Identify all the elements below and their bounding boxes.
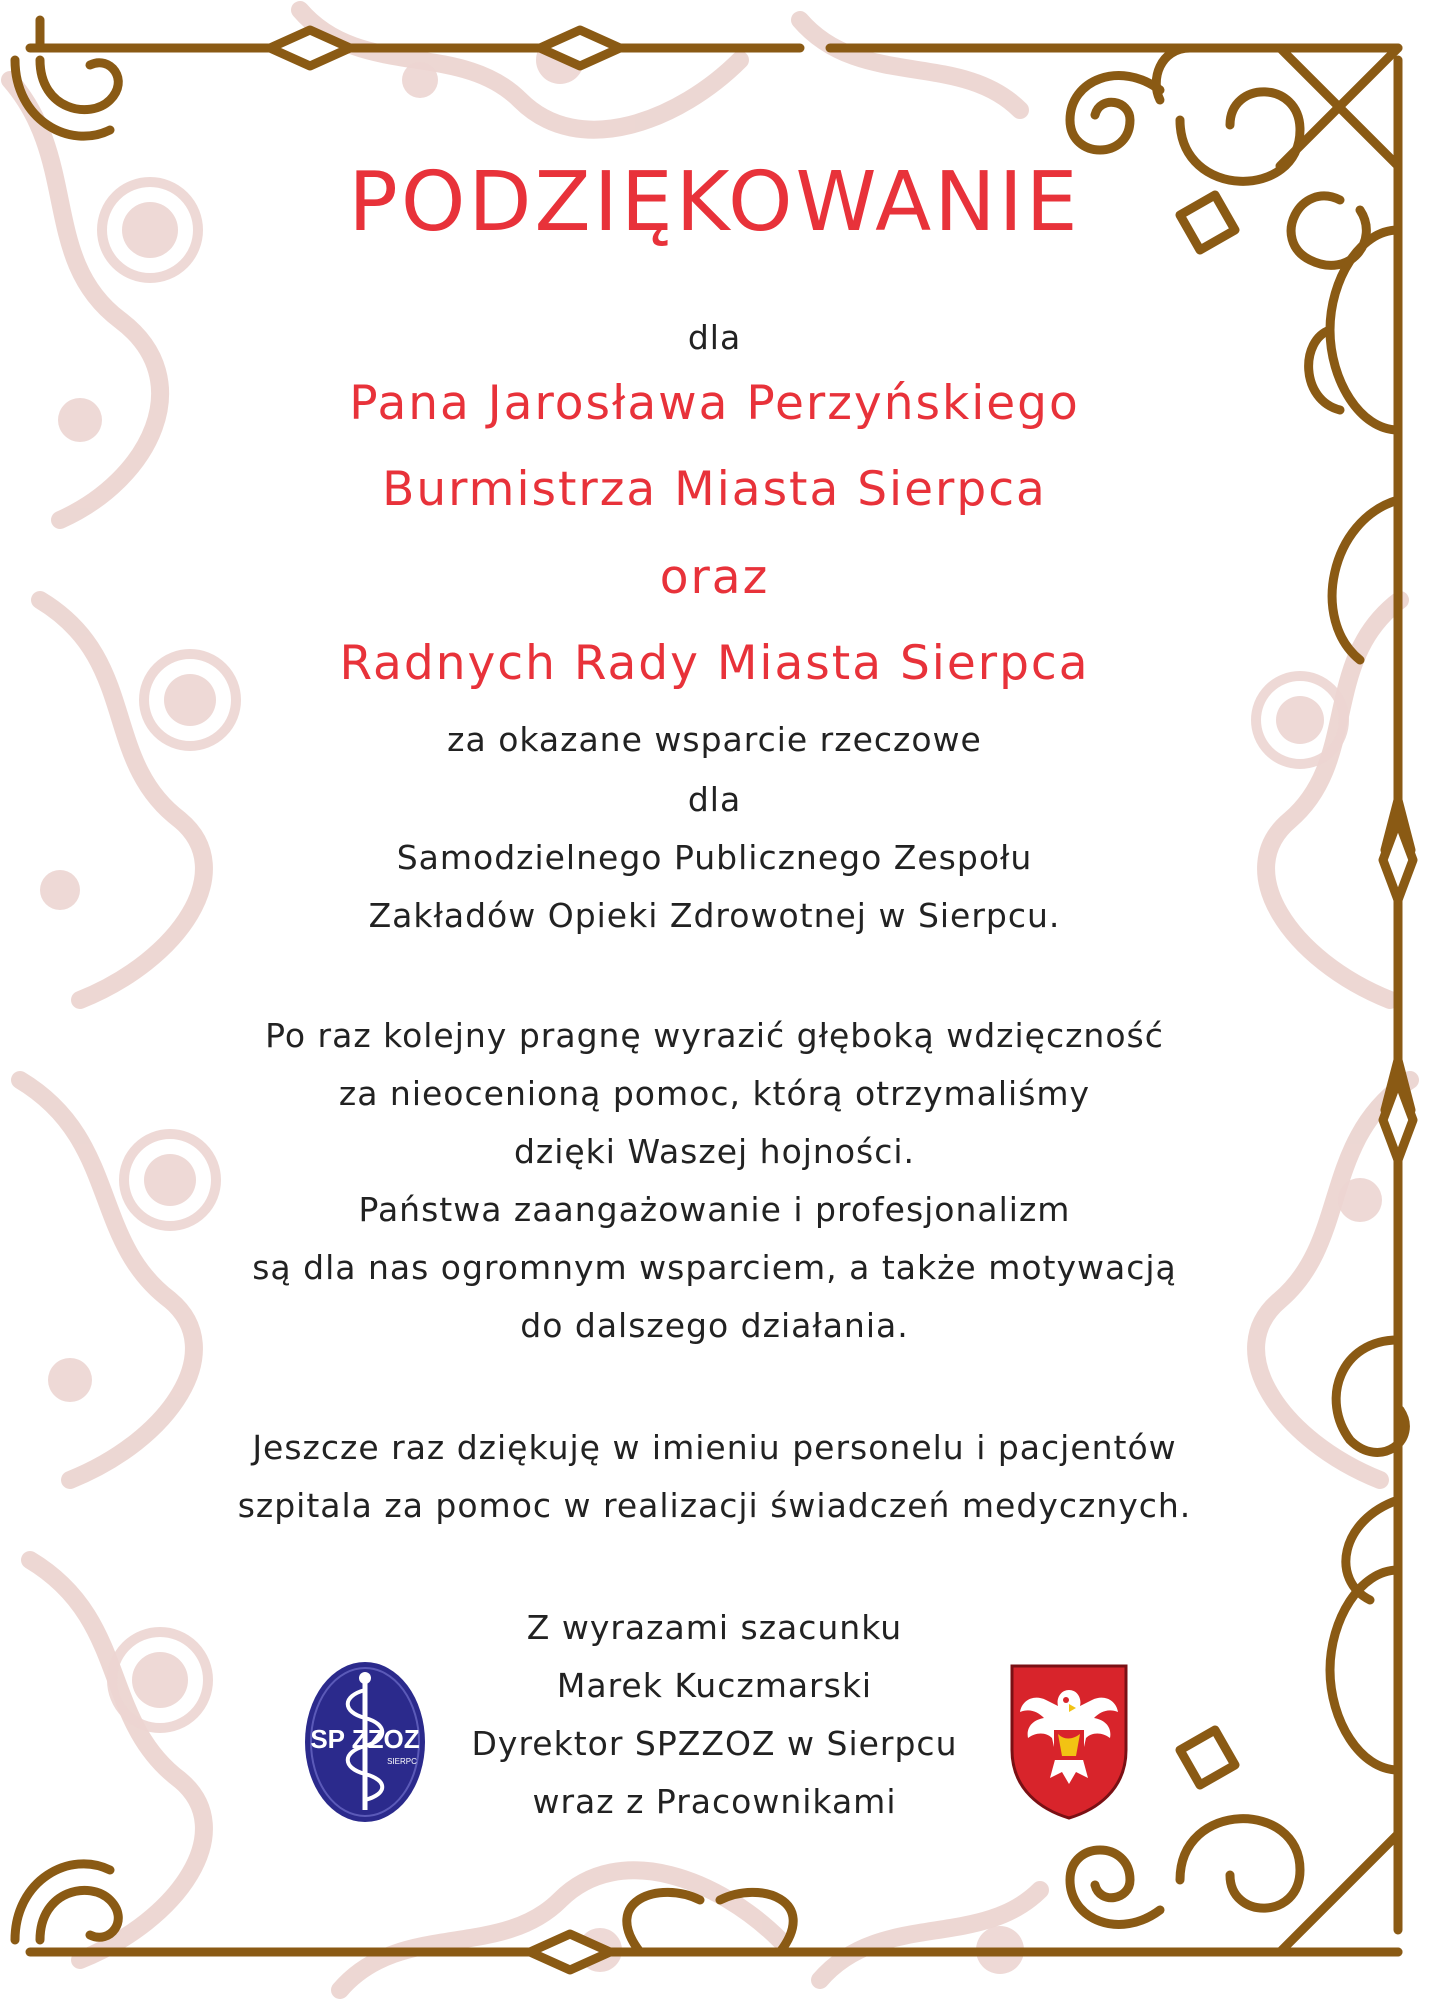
certificate-title: PODZIĘKOWANIE bbox=[348, 155, 1081, 250]
signature-team: wraz z Pracownikami bbox=[532, 1782, 897, 1821]
reason-text: za okazane wsparcie rzeczowe bbox=[447, 720, 982, 759]
paragraph-2-line: Jeszcze raz dziękuję w imieniu personelu i pacjentów bbox=[252, 1428, 1177, 1467]
recipient-title: Burmistrza Miasta Sierpca bbox=[382, 462, 1047, 517]
dla-text-2: dla bbox=[687, 780, 742, 819]
recipient-name: Pana Jarosława Perzyńskiego bbox=[349, 376, 1080, 431]
coat-of-arms-icon bbox=[1006, 1660, 1132, 1822]
paragraph-1-line: za nieocenioną pomoc, którą otrzymaliśmy bbox=[338, 1074, 1091, 1113]
spzzoz-logo-text: SP ZZOZ bbox=[310, 1724, 420, 1754]
paragraph-1-line: Po raz kolejny pragnę wyrazić głęboką wdzięczność bbox=[265, 1016, 1164, 1055]
paragraph-1-line: Państwa zaangażowanie i profesjonalizm bbox=[358, 1190, 1071, 1229]
paragraph-1-line: są dla nas ogromnym wsparciem, a także motywacją bbox=[252, 1248, 1177, 1287]
spzzoz-logo-small-text: SIERPC bbox=[387, 1757, 417, 1766]
institution-line-1: Samodzielnego Publicznego Zespołu bbox=[396, 838, 1033, 877]
signature-closing: Z wyrazami szacunku bbox=[526, 1608, 903, 1647]
spzzoz-logo bbox=[302, 1660, 428, 1824]
dla-text-1: dla bbox=[687, 318, 742, 357]
recipient-council: Radnych Rady Miasta Sierpca bbox=[339, 636, 1090, 691]
signature-name: Marek Kuczmarski bbox=[556, 1666, 873, 1705]
paragraph-2-line: szpitala za pomoc w realizacji świadczeń medycznych. bbox=[237, 1486, 1192, 1525]
paragraph-1-line: dzięki Waszej hojności. bbox=[513, 1132, 916, 1171]
signature-role: Dyrektor SPZZOZ w Sierpcu bbox=[471, 1724, 958, 1763]
conjunction-text: oraz bbox=[659, 550, 770, 605]
institution-line-2: Zakładów Opieki Zdrowotnej w Sierpcu. bbox=[368, 896, 1061, 935]
paragraph-1-line: do dalszego działania. bbox=[520, 1306, 909, 1345]
